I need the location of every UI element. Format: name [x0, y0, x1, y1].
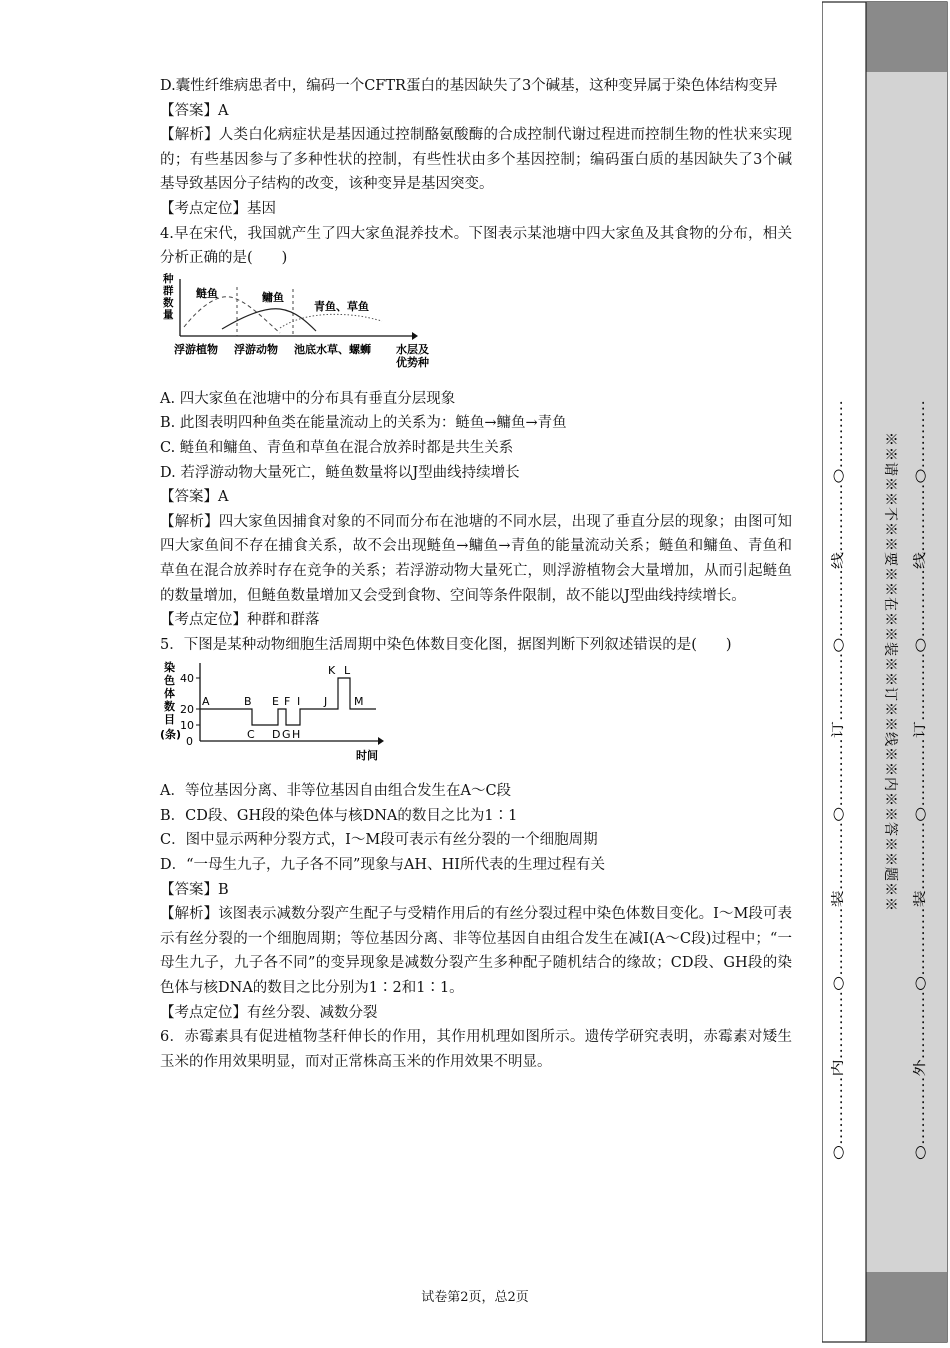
question-5-stem: 5．下图是某种动物细胞生活周期中染色体数目变化图，据图判断下列叙述错误的是( ) — [160, 636, 732, 653]
q5-topic: 【考点定位】有丝分裂、减数分裂 — [160, 1004, 378, 1021]
q5-answer: 【答案】B — [160, 881, 229, 898]
fig1-series-1: 鲢鱼 — [196, 286, 218, 300]
fig2-xlabel: 时间 — [356, 749, 378, 763]
fig2-ylabel-4: 数 — [164, 700, 175, 714]
fig2-tick-20: 20 — [180, 703, 194, 717]
fig2-ylabel-5: 目 — [164, 713, 175, 727]
fig2-tick-0: 0 — [186, 735, 193, 749]
q4-option-c: C. 鲢鱼和鳙鱼、青鱼和草鱼在混合放养时都是共生关系 — [160, 439, 514, 456]
question-6-stem: 6．赤霉素具有促进植物茎秆伸长的作用，其作用机理如图所示。遗传学研究表明，赤霉素对矮生玉米的作用效果明显，而对正常株高玉米的作用效果不明显。 — [160, 1029, 792, 1070]
fig2-point-i: I — [297, 695, 301, 709]
fig2-point-h: H — [292, 728, 301, 742]
answer-line: 【答案】A — [160, 102, 229, 119]
fig1-xlabel-2: 浮游动物 — [234, 342, 278, 356]
binding-margin — [822, 0, 950, 1344]
fig2-point-c: C — [247, 728, 255, 742]
q4-answer: 【答案】A — [160, 489, 229, 506]
fig2-tick-40: 40 — [180, 672, 194, 686]
fig1-xlabel-3: 池底水草、螺蛳 — [294, 342, 371, 356]
fig2-point-a: A — [202, 695, 210, 709]
q5-option-c: C．图中显示两种分裂方式，I～M段可表示有丝分裂的一个细胞周期 — [160, 832, 598, 849]
q5-analysis: 【解析】该图表示减数分裂产生配子与受精作用后的有丝分裂过程中染色体数目变化。I～M段可表示有丝分裂的一个细胞周期；等位基因分离、非等位基因自由组合发生在减Ⅰ(A～C段)过程中；“一母生九子，九子各不同”的变异现象是减数分裂产生多种配子随机结合的缘故；CD段、GH段的染色体与核DNA的数目之比分别为1∶2和1∶1。 — [160, 906, 792, 997]
fig2-point-g: G — [282, 728, 291, 742]
fig1-ylabel-3: 数 — [163, 296, 174, 309]
fig2-ylabel-3: 体 — [164, 687, 175, 701]
fig2-point-l: L — [344, 664, 351, 678]
q5-option-d: D．“一母生九子，九子各不同”现象与AH、HI所代表的生理过程有关 — [160, 857, 605, 874]
q5-option-a: A．等位基因分离、非等位基因自由组合发生在A～C段 — [160, 783, 512, 800]
fig2-point-f: F — [284, 695, 291, 709]
analysis-text: 【解析】人类白化病症状是基因通过控制酪氨酸酶的合成控制代谢过程进而控制生物的性状来实现的；有些基因参与了多种性状的控制，有些性状由多个基因控制；编码蛋白质的基因缺失了3个碱基导致基因分子结构的改变，该种变异是基因突变。 — [160, 127, 792, 193]
binding-notice: ※※请※※不※※要※※在※※装※※订※※线※※内※※答※※题※※ — [882, 432, 898, 912]
fig2-point-k: K — [328, 664, 336, 678]
q4-option-b: B. 此图表明四种鱼类在能量流动上的关系为：鲢鱼→鳙鱼→青鱼 — [160, 415, 567, 432]
fig1-xlabel-1: 浮游植物 — [174, 342, 218, 356]
q5-option-b: B．CD段、GH段的染色体与核DNA的数目之比为1∶1 — [160, 807, 518, 824]
fig2-point-j: J — [324, 695, 328, 709]
page-footer: 试卷第2页，总2页 — [421, 1290, 529, 1305]
fig2-ylabel-6: (条) — [160, 728, 182, 742]
question-4-stem: 4.早在宋代，我国就产生了四大家鱼混养技术。下图表示某池塘中四大家鱼及其食物的分布，相关分析正确的是( ) — [160, 225, 792, 267]
fig2-point-d: D — [272, 728, 281, 742]
fig1-axis-label-1: 水层及 — [396, 342, 429, 356]
fig2-ylabel-2: 色 — [164, 674, 175, 688]
question-content — [160, 74, 792, 1074]
binding-outer-line: ○…………外…………○…………装…………○…………订…………○…………线…………○………… — [913, 583, 928, 1160]
fig2-point-m: M — [354, 695, 364, 709]
q4-option-a: A. 四大家鱼在池塘中的分布具有垂直分层现象 — [160, 390, 456, 407]
q4-option-d: D. 若浮游动物大量死亡，鲢鱼数量将以J型曲线持续增长 — [160, 464, 520, 481]
fig2-point-e: E — [272, 695, 279, 709]
topic-line: 【考点定位】基因 — [160, 200, 276, 217]
fig1-axis-label-2: 优势种 — [396, 355, 429, 369]
chromosome-number-figure — [160, 659, 400, 775]
fig2-point-b: B — [244, 695, 252, 709]
fig1-ylabel-2: 群 — [163, 284, 174, 297]
fig2-tick-10: 10 — [180, 719, 194, 733]
fish-distribution-figure — [160, 273, 440, 383]
binding-inner-line: ○…………内…………○…………装…………○…………订…………○…………线…………○………… — [831, 583, 846, 1160]
fig2-ylabel-1: 染 — [164, 661, 175, 675]
q4-analysis: 【解析】四大家鱼因捕食对象的不同而分布在池塘的不同水层，出现了垂直分层的现象；由图可知四大家鱼间不存在捕食关系，故不会出现鲢鱼→鳙鱼→青鱼的能量流动关系；鲢鱼和鳙鱼、青鱼和草鱼在混合放养时存在竞争的关系；若浮游动物大量死亡，则浮游植物会大量增加，从而引起鲢鱼的数量增加，但鲢鱼数量增加又会受到食物、空间等条件限制，故不能以J型曲线持续增长。 — [160, 513, 792, 604]
fig1-series-3: 青鱼、草鱼 — [314, 299, 369, 313]
option-d-prev: D.囊性纤维病患者中，编码一个CFTR蛋白的基因缺失了3个碱基，这种变异属于染色体结构变异 — [160, 78, 778, 94]
fig1-series-2: 鳙鱼 — [262, 290, 284, 304]
fig1-ylabel-4: 量 — [163, 308, 174, 321]
q4-topic: 【考点定位】种群和群落 — [160, 612, 320, 629]
fig1-ylabel-1: 种 — [163, 272, 174, 285]
